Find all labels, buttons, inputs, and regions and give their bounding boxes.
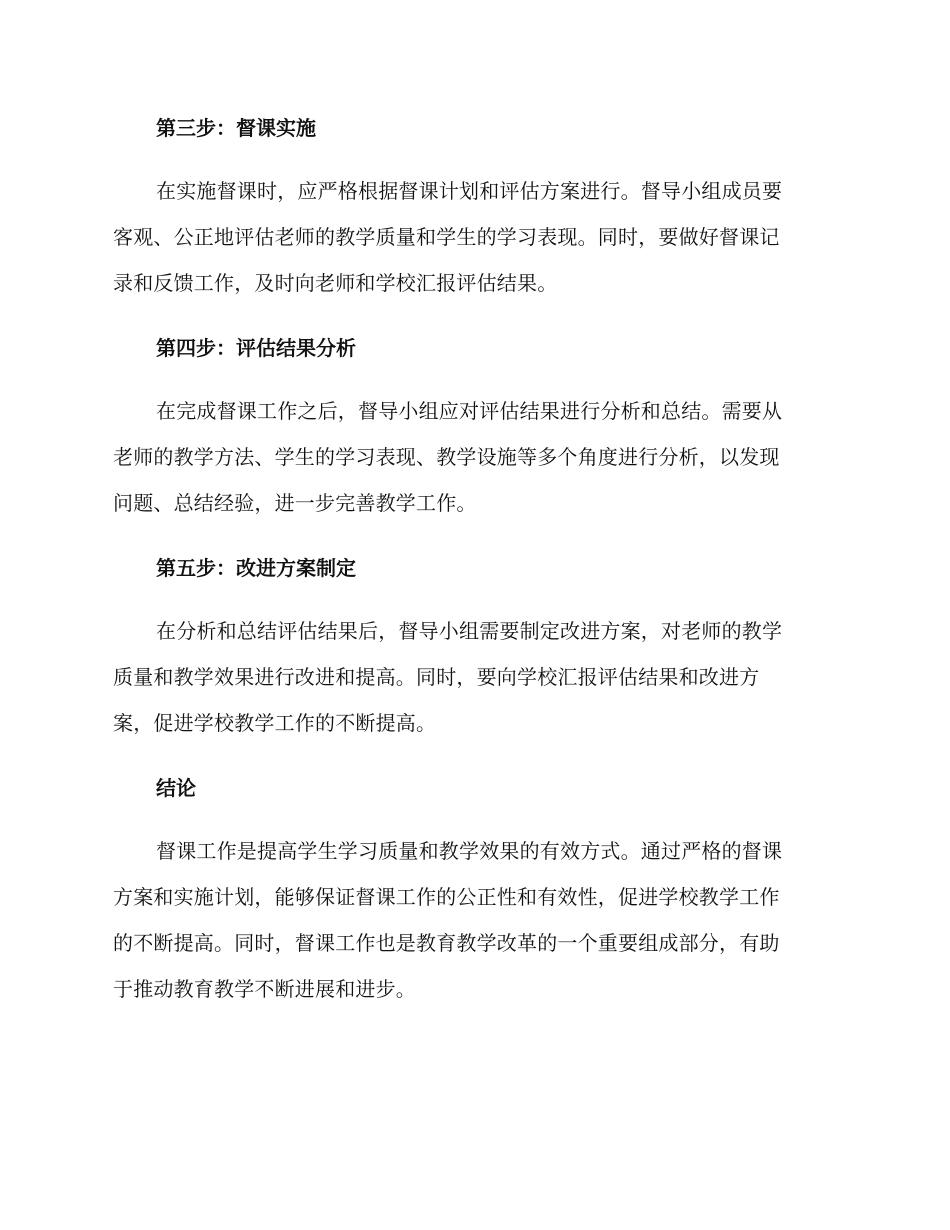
paragraph-line: 在完成督课工作之后，督导小组应对评估结果进行分析和总结。需要从 bbox=[156, 399, 783, 423]
paragraph-line: 于推动教育教学不断进展和进步。 bbox=[113, 977, 416, 1001]
paragraph bbox=[113, 828, 833, 1012]
paragraph bbox=[113, 168, 833, 306]
paragraph-line: 客观、公正地评估老师的教学质量和学生的学习表现。同时，要做好督课记 bbox=[113, 225, 780, 249]
paragraph-line: 问题、总结经验，进一步完善教学工作。 bbox=[113, 491, 477, 515]
paragraph-line: 在实施督课时，应严格根据督课计划和评估方案进行。督导小组成员要 bbox=[156, 179, 783, 203]
section-conclusion bbox=[113, 772, 950, 1012]
section-step-three bbox=[113, 112, 950, 306]
section-heading: 第五步：改进方案制定 bbox=[156, 556, 356, 580]
section-heading: 第三步：督课实施 bbox=[156, 116, 316, 140]
paragraph-line: 在分析和总结评估结果后，督导小组需要制定改进方案，对老师的教学 bbox=[156, 619, 783, 643]
section-step-five bbox=[113, 552, 950, 746]
paragraph-line: 案，促进学校教学工作的不断提高。 bbox=[113, 711, 437, 735]
paragraph bbox=[113, 608, 833, 746]
paragraph-line: 的不断提高。同时，督课工作也是教育教学改革的一个重要组成部分，有助 bbox=[113, 931, 780, 955]
paragraph-line: 质量和教学效果进行改进和提高。同时，要向学校汇报评估结果和改进方 bbox=[113, 665, 760, 689]
section-step-four bbox=[113, 332, 950, 526]
section-heading: 结论 bbox=[156, 776, 196, 800]
paragraph-line: 老师的教学方法、学生的学习表现、教学设施等多个角度进行分析，以发现 bbox=[113, 445, 780, 469]
paragraph-line: 录和反馈工作，及时向老师和学校汇报评估结果。 bbox=[113, 271, 558, 295]
paragraph-line: 方案和实施计划，能够保证督课工作的公正性和有效性，促进学校教学工作 bbox=[113, 885, 780, 909]
paragraph bbox=[113, 388, 833, 526]
section-heading: 第四步：评估结果分析 bbox=[156, 336, 356, 360]
paragraph-line: 督课工作是提高学生学习质量和教学效果的有效方式。通过严格的督课 bbox=[156, 839, 783, 863]
